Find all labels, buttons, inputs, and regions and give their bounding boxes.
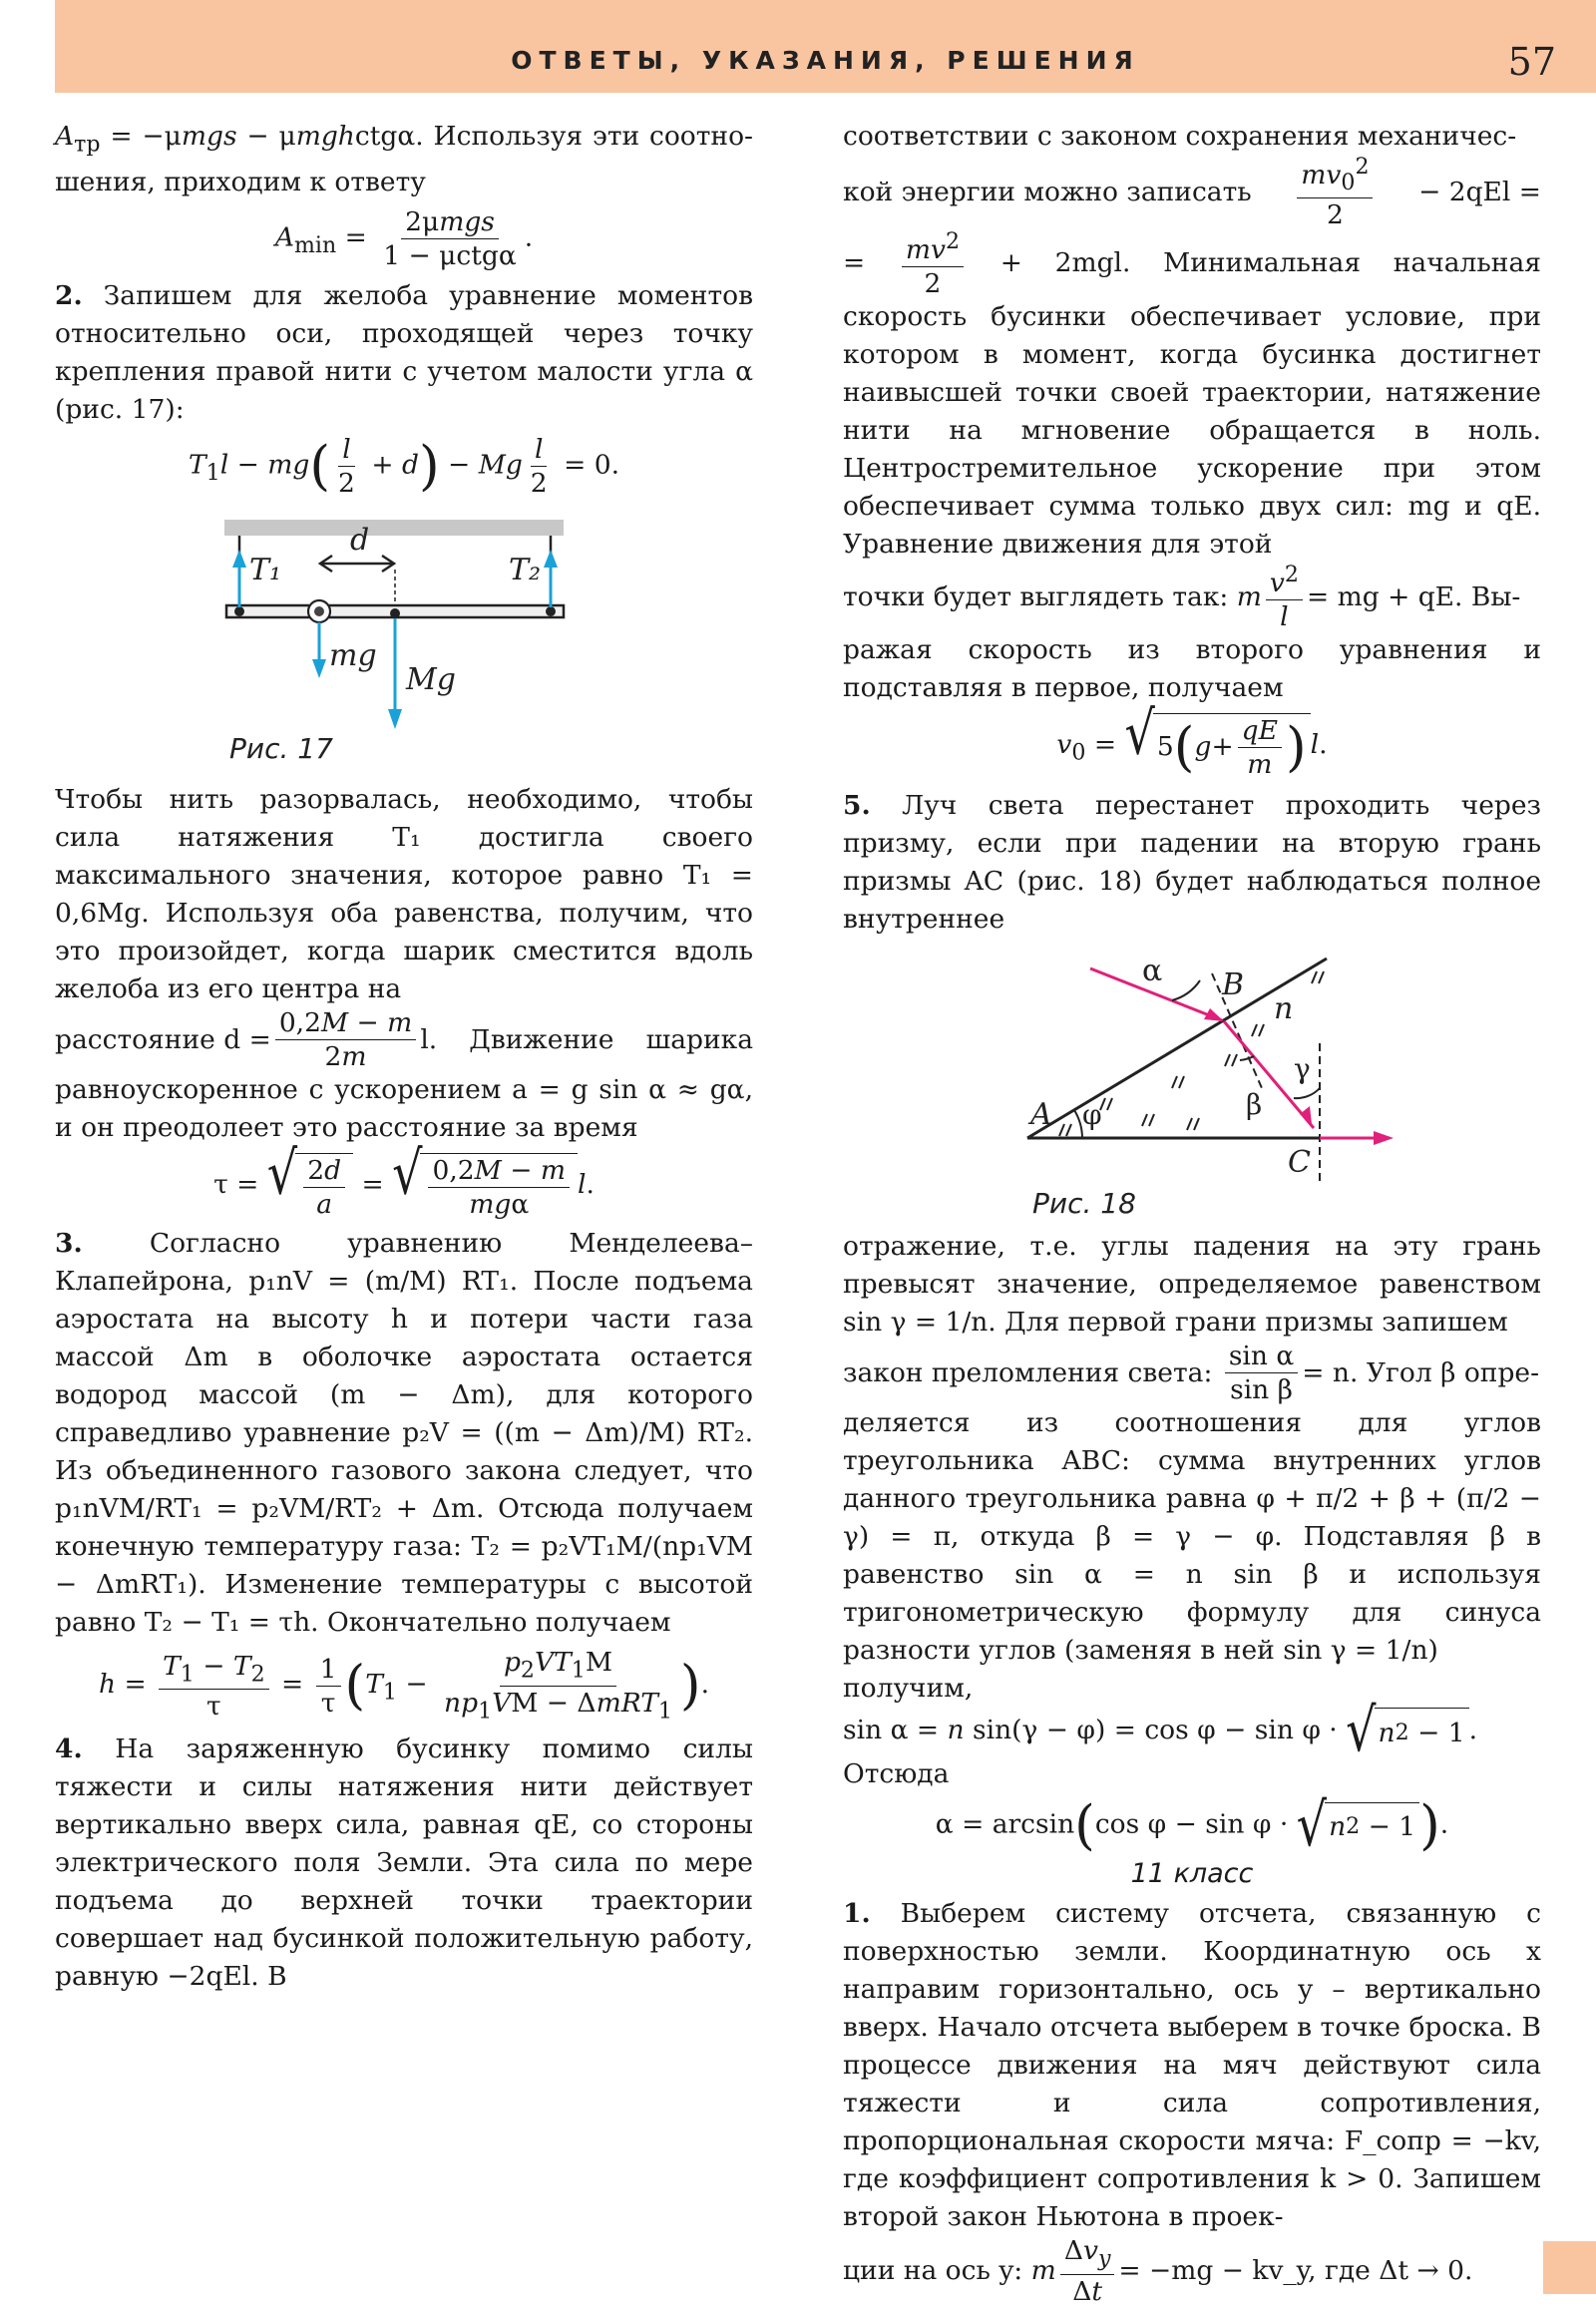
figure-17-caption: Рис. 17 <box>229 731 333 765</box>
newton-law-line: ции на ось y: m $\frac{\Delta v_y}{\Delta t}$ = −mg − kv_y, где Δt → 0. <box>843 2235 1473 2307</box>
prism-side-AB <box>1027 959 1327 1138</box>
p4-cont-g: ражая скорость из второго уравнения и подставляя в первое, получаем <box>843 633 1541 703</box>
equation-alpha: α = arcsin(cos φ − sin φ · √ n 2 − 1 ). <box>935 1790 1449 1860</box>
result-line: получим, sin α = n sin(γ − φ) = cos φ − sin φ · √ n 2 − 1 . <box>843 1673 1478 1766</box>
class11-problem-1 <box>843 1895 1541 2236</box>
acceleration-text: равноускоренное с ускорением a = g sin α ≈ gα, и он преодолеет это расстояние за время <box>55 1074 753 1144</box>
problem-5-text: Луч света перестанет проходить через призму, если при падении на вторую грань призмы AC (рис. 18) будет наблюдаться полное внутреннее <box>843 790 1541 936</box>
equation-v0: $v_0$ = √ 5 ( g + $\frac{qE}{m}$ ) l. <box>1056 699 1328 780</box>
sin-ratio-fraction: $\frac{\text{sin α}}{\text{sin β}}$ <box>1225 1342 1298 1404</box>
class11-problem-1-number: 1. <box>843 1898 871 1930</box>
problem-2-continued: Чтобы нить разорвалась, необходимо, чтобы сила натяжения T₁ достигла своего максимального значения, которое равно T₁ = 0,6Mg. Используя оба равенства, получим, что это произойдет, когда шарик сместится вдоль желоба из его центра на <box>55 783 753 1004</box>
equation-amin: $A_{min}$ = $\frac{\text{2μmgs}}{\text{1 − μctgα}}$ . <box>274 206 534 272</box>
refraction-law-line: закон преломления света: $\frac{\text{sin α}}{\text{sin β}}$ = n. Угол β опре- <box>843 1341 1540 1406</box>
figure-17 <box>55 504 753 773</box>
distance-fraction: $\frac{0,2M - m}{2m}$ <box>275 1008 417 1071</box>
page-header <box>55 0 1596 93</box>
p4-cont-a: соответствии с законом сохранения механичес- <box>843 121 1517 152</box>
t1-arrow-head <box>232 550 246 568</box>
problem-4-paragraph <box>55 1730 753 1996</box>
problem-2-number: 2. <box>55 279 83 311</box>
triangle-angles-text: деляется из соотношения для углов треугольника ABC: сумма внутренних углов данного треугольника равна φ + π/2 + β + (π/2 − γ) = π, откуда β = γ − φ. Подставляя β в равенство sin α = n sin β и используя тригонометрическую формулу для синуса разности углов (заменяя в ней sin γ = 1/n) <box>843 1407 1541 1667</box>
label-t2: T₂ <box>509 552 542 587</box>
label-Mg: Mg <box>406 661 456 697</box>
left-column <box>55 118 753 1996</box>
incident-ray-head <box>1204 1008 1224 1021</box>
problem-3-text: Согласно уравнению Менделеева–Клапейрона, p₁nV = (m/M) RT₁. После подъема аэростата на высоту h и потери части газа массой Δm в оболочке аэростата остается водород массой (m − Δm), для которого справедливо уравнение p₂V = ((m − Δm)/M) RT₂. Из объединенного газового закона следует, что p₁nVM/RT₁ = p₂VM/RT₂ + Δm. Отсюда получаем конечную температуру газа: T₂ = p₂VT₁M/(np₁VM − ΔmRT₁). Изменение температуры с высотой равно T₂ − T₁ = τh. Окончательно получаем <box>55 1228 753 1639</box>
centripetal-fraction: $\frac{v^2}{l}$ <box>1266 564 1303 631</box>
label-d: d <box>350 522 370 558</box>
problem-5-continued: отражение, т.е. углы падения на эту грань превысят значение, определяемое равенством sin γ = 1/n. Для первой грани призмы запишем <box>843 1231 1541 1339</box>
hence-word: Отсюда <box>843 1758 950 1790</box>
dv-dt-fraction: $\frac{\Delta v_y}{\Delta t}$ <box>1060 2236 1115 2306</box>
left-pivot <box>234 606 244 616</box>
mg-arrow-head <box>312 659 326 678</box>
exit-ray-head <box>1374 1131 1394 1145</box>
energy-fraction-1: $\frac{mv_0^2}{2}$ <box>1297 156 1373 230</box>
label-alpha: α <box>1142 954 1163 989</box>
problem-3-number: 3. <box>55 1228 83 1260</box>
distance-line: расстояние d = $\frac{0,2M - m}{2m}$ l. Движение шарика <box>55 1006 753 1072</box>
problem-2-text: Запишем для желоба уравнение моментов относительно оси, проходящей через точку крепления правой нити с учетом малости угла α (рис. 17): <box>55 279 753 425</box>
figure-18 <box>843 939 1541 1228</box>
label-beta: β <box>1246 1088 1263 1122</box>
problem-5-paragraph <box>843 787 1541 939</box>
p4-cont-d-line: = $\frac{mv^2}{2}$ + 2mgl. Минимальная начальная скорость бусинки обеспечивает условие, при котором в момент, когда бусинка достигнет наивысшей точки своей траектории, натяжение нити на мгновение обращается в ноль. Центростремительное ускорение при этом обеспечивает сумма только двух сил: mg и qE. Уравнение движения для этой <box>843 228 1541 560</box>
angle-phi-arc <box>1074 1110 1082 1138</box>
equation-h: h = $\frac{T_1 - T_2}{\tau}$ = $\frac{1}{\tau}$ ($T_1$ − $\frac{p_2VT_1M}{np_1VM - \Delta mRT_1}$ ). <box>98 1647 710 1725</box>
label-B: B <box>1222 967 1245 1003</box>
label-A: A <box>1030 1097 1052 1133</box>
figure-18-caption: Рис. 18 <box>1032 1187 1136 1221</box>
ceiling <box>224 520 564 536</box>
energy-fraction-2: $\frac{mv^2}{2}$ <box>902 230 964 298</box>
right-column <box>843 118 1541 2306</box>
problem-3-paragraph <box>55 1225 753 1642</box>
refracted-ray-head <box>1300 1106 1312 1124</box>
label-gamma: γ <box>1294 1052 1311 1086</box>
problem-5-number: 5. <box>843 790 871 822</box>
class11-problem-1-text: Выберем систему отсчета, связанную с поверхностью земли. Координатную ось x направим горизонтально, ось y – вертикально вверх. Начало отсчета выберем в точке броска. В процессе движения на мяч действуют сила тяжести и сила сопротивления, пропорциональная скорости мяча: F_сопр = −kv, где коэффициент сопротивления k > 0. Запишем второй закон Ньютона в проек- <box>843 1898 1541 2233</box>
label-C: C <box>1288 1145 1311 1181</box>
energy-line: кой энергии можно записать $\frac{mv_0^2}{2}$ − 2qEl = <box>843 155 1541 231</box>
intro-paragraph: $A_{тр} = -\mu mgs$ − μmghctgα. Используя эти соотно-шения, приходим к ответу <box>55 121 753 198</box>
header-title: ОТВЕТЫ, УКАЗАНИЯ, РЕШЕНИЯ <box>511 46 1140 75</box>
motion-equation-line: точки будет выглядеть так: m $\frac{v^2}{l}$ = mg + qE. Вы- <box>843 562 1521 632</box>
t2-arrow-head <box>544 550 558 568</box>
problem-4-text: На заряженную бусинку помимо силы тяжести и силы натяжения нити действует вертикально вверх сила, равная qE, со стороны электрического поля Земли. Эта сила по мере подъема до верхней точки траектории совершает над бусинкой положительную работу, равную −2qEl. В <box>55 1732 753 1992</box>
section-title-11-class: 11 класс <box>1130 1858 1254 1890</box>
label-n: n <box>1274 991 1294 1027</box>
label-mg: mg <box>329 637 377 673</box>
ball-core <box>314 606 324 616</box>
angle-alpha-arc <box>1172 980 1200 1000</box>
intro-text: Используя эти соотно-шения, приходим к ответу <box>55 121 753 198</box>
center-dot <box>390 608 400 618</box>
angle-gamma-arc <box>1294 1088 1320 1098</box>
corner-tab <box>1543 2241 1596 2294</box>
problem-4-number: 4. <box>55 1732 83 1764</box>
label-t1: T₁ <box>249 552 282 587</box>
equation-tau: τ = √ $\frac{2d}{a}$ = √ $\frac{0,2M - m}{\text{mgα}}$ l. <box>213 1139 595 1221</box>
page-number: 57 <box>1507 40 1556 84</box>
Mg-arrow-head <box>388 709 402 729</box>
problem-2-paragraph <box>55 277 753 429</box>
right-pivot <box>546 606 556 616</box>
angle-beta-arc <box>1240 1056 1254 1060</box>
equation-moments: $T_1l - mg$( $\frac{l}{2}$ + d) − Mg $\frac{l}{2}$ = 0. <box>188 433 620 499</box>
label-phi: φ <box>1082 1098 1102 1132</box>
